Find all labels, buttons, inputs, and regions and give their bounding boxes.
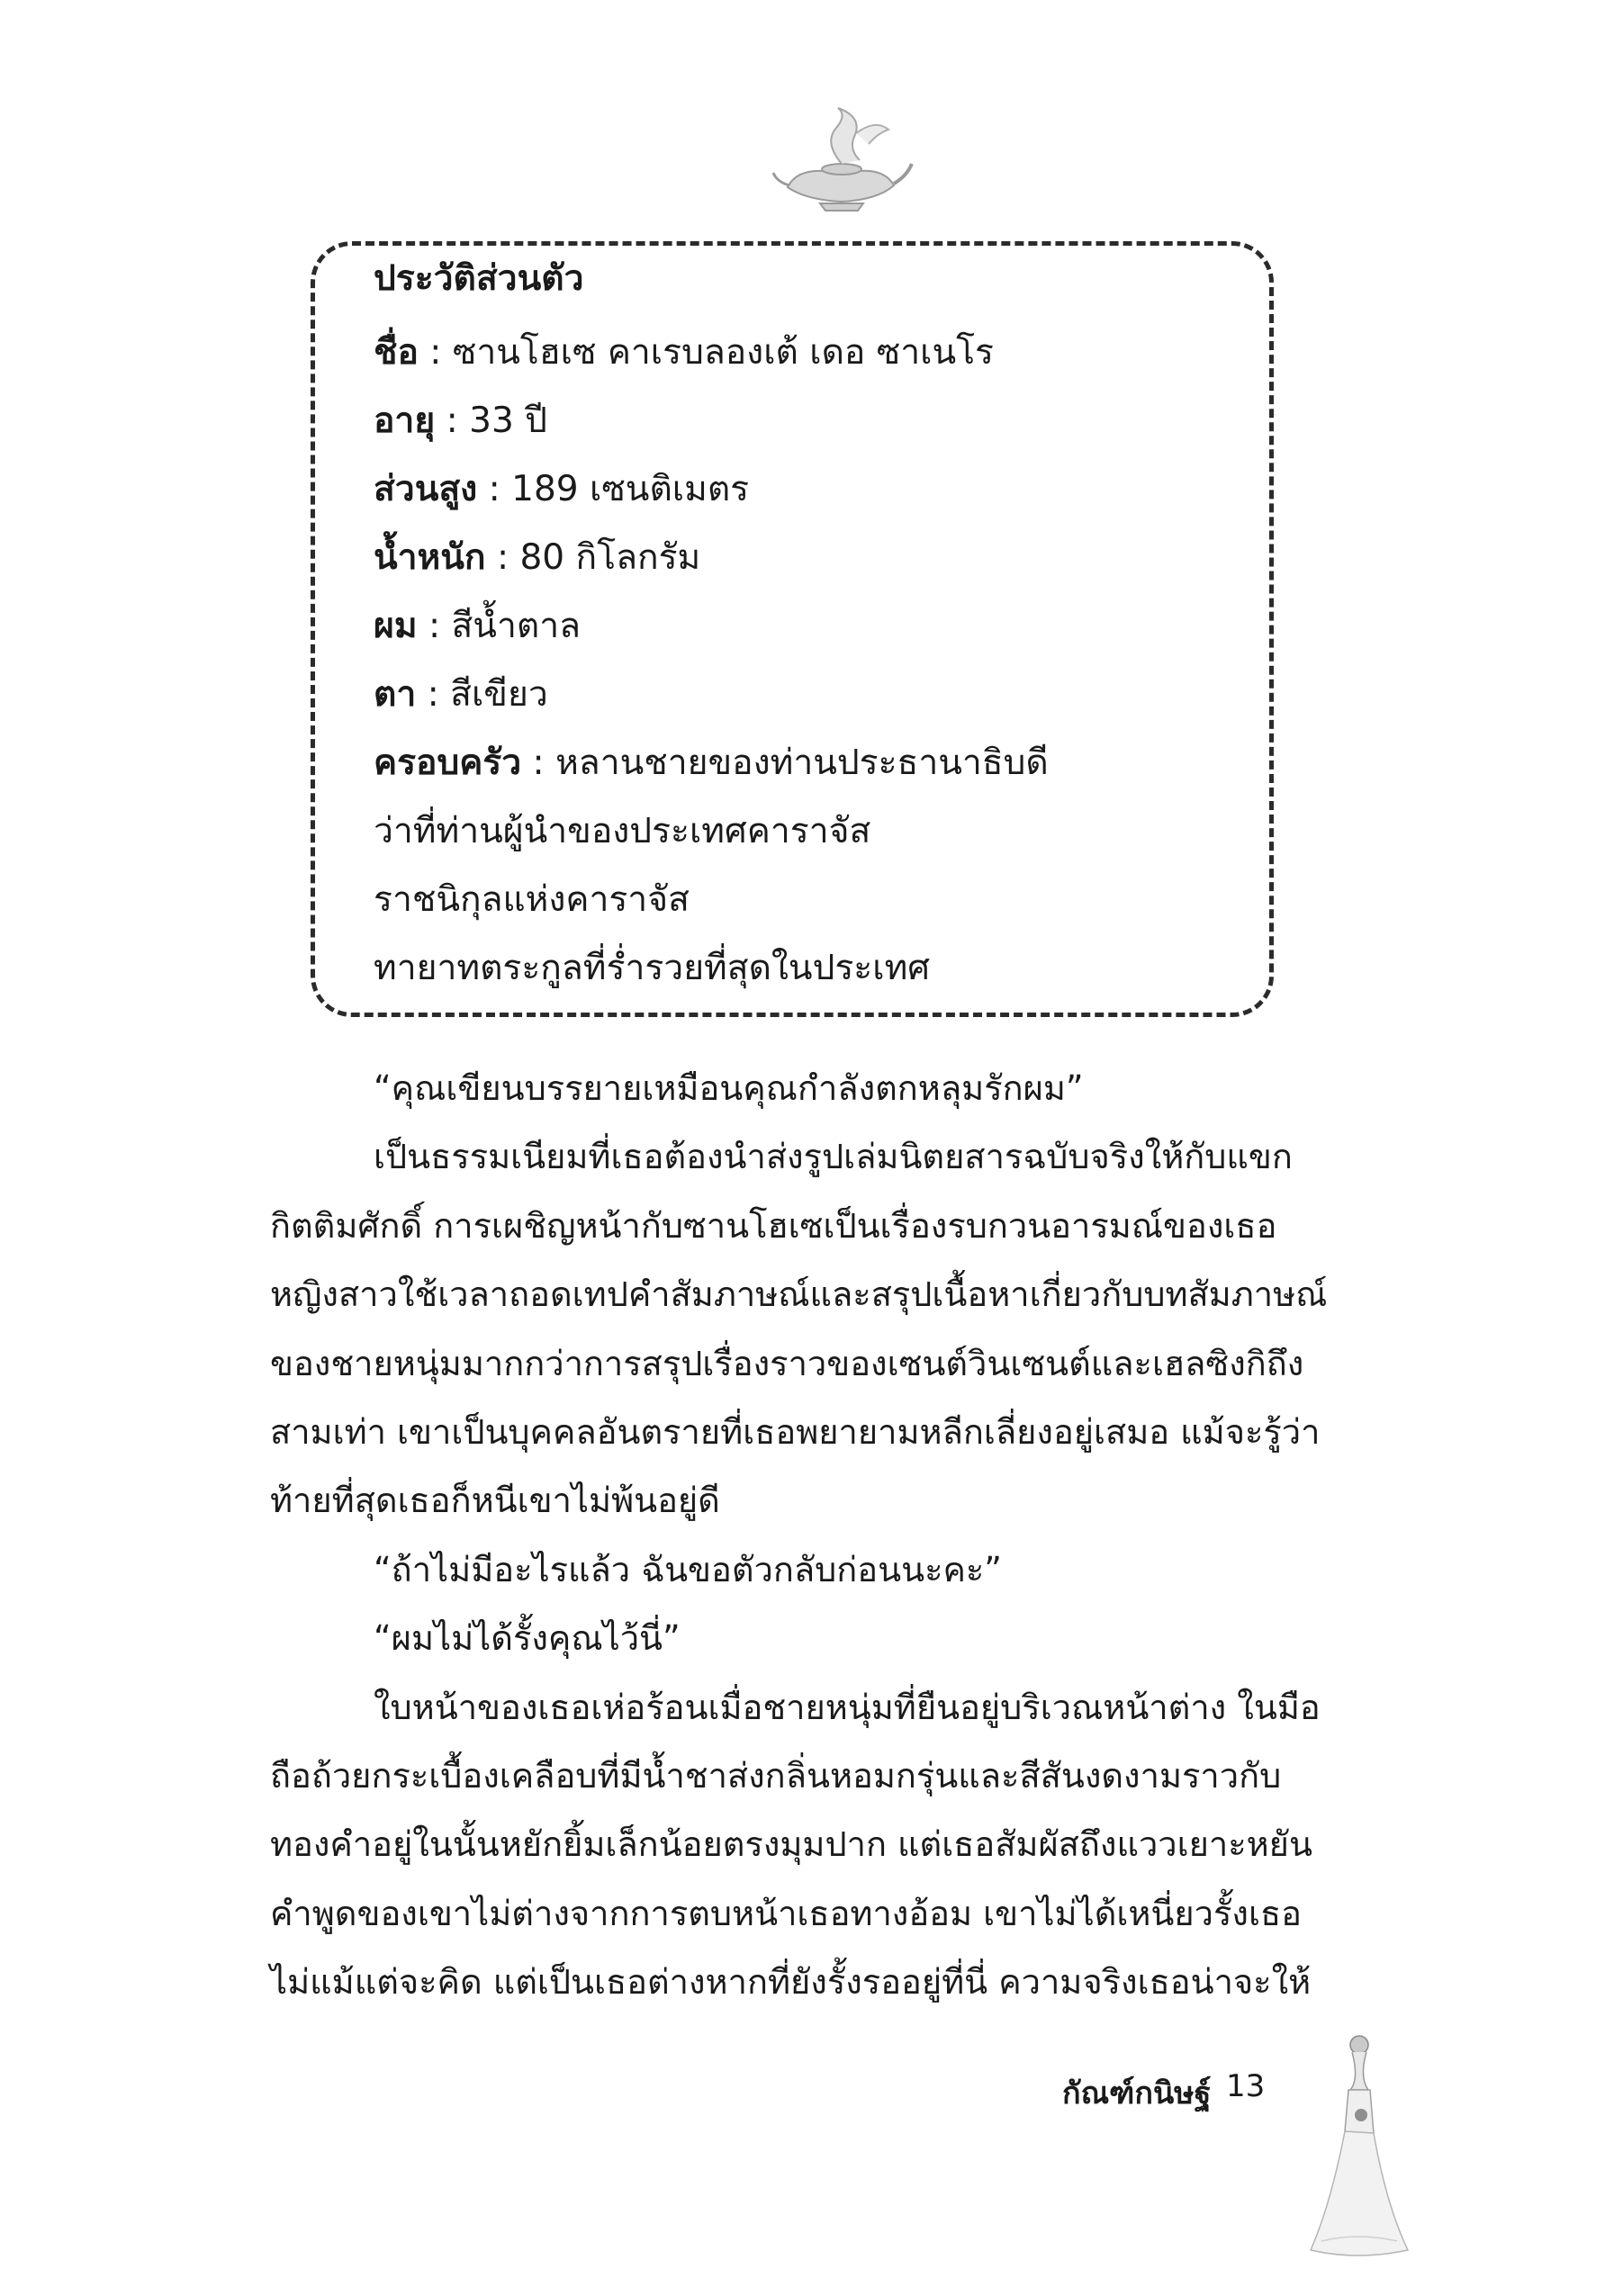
paragraph-line: ถือถ้วยกระเบื้องเคลือบที่มีน้ำชาส่งกลิ่นหอมกรุ่นและสีสันงดงามราวกับ [270,1755,1282,1796]
field-value: ซานโฮเซ คาเรบลองเต้ เดอ ซาเนโร [452,332,994,373]
field-value: 80 กิโลกรัม [519,537,701,578]
paragraph-line: ไม่แม้แต่จะคิด แต่เป็นเธอต่างหากที่ยังรั้งรออยู่ที่นี่ ความจริงเธอน่าจะให้ [270,1962,1312,2003]
field-label: ผม [374,606,418,646]
field-value: 189 เซนติเมตร [511,469,750,509]
field-label: ชื่อ [374,332,419,373]
field-separator: : [417,606,452,646]
field-label: ส่วนสูง [374,469,478,509]
paragraph-line: ท้ายที่สุดเธอก็หนีเขาไม่พ้นอยู่ดี [270,1481,720,1521]
field-separator: : [477,469,512,509]
field-separator: : [521,743,556,783]
paragraph-line: “ถ้าไม่มีอะไรแล้ว ฉันขอตัวกลับก่อนนะคะ” [374,1549,1002,1589]
paragraph-line: กิตติมศักดิ์ การเผชิญหน้ากับซานโฮเซเป็นเรื่องรบกวนอารมณ์ของเธอ [270,1205,1277,1246]
field-label: ตา [374,674,417,715]
profile-field-eyes [374,674,1238,745]
field-label: อายุ [374,401,436,441]
paragraph-line: ทองคำอยู่ในนั้นหยักยิ้มเล็กน้อยตรงมุมปาก แต่เธอสัมผัสถึงแววเยาะหยัน [270,1824,1312,1865]
paragraph-line: “ผมไม่ได้รั้งคุณไว้นี่” [374,1618,681,1659]
field-separator: : [416,674,451,715]
profile-extra-line: ราชนิกุลแห่งคาราจัส [374,879,690,920]
paragraph-line: สามเท่า เขาเป็นบุคคลอันตรายที่เธอพยายามหลีกเลี่ยงอยู่เสมอ แม้จะรู้ว่า [270,1411,1321,1452]
page-number: 13 [1226,2068,1266,2104]
field-value: สีเขียว [450,674,548,715]
field-label: น้ำหนัก [374,537,486,578]
paragraph-line: ใบหน้าของเธอเห่อร้อนเมื่อชายหนุ่มที่ยืนอยู่บริเวณหน้าต่าง ในมือ [374,1687,1321,1727]
profile-extra-line: ว่าที่ท่านผู้นำของประเทศคาราจัส [374,811,871,851]
profile-field-age [374,403,1238,472]
field-separator: : [435,401,470,441]
profile-field-height [374,469,1238,540]
field-label: ครอบครัว [374,743,522,783]
field-separator: : [418,332,453,373]
genie-lamp-icon [770,106,914,212]
field-value: หลานชายของท่านประธานาธิบดี [555,743,1049,783]
paragraph-line: คำพูดของเขาไม่ต่างจากการตบหน้าเธอทางอ้อม เขาไม่ได้เหนี่ยวรั้งเธอ [270,1893,1302,1933]
field-value: สีน้ำตาล [451,606,581,646]
profile-extra-line: ทายาทตระกูลที่ร่ำรวยที่สุดในประเทศ [374,948,931,988]
profile-heading: ประวัติส่วนตัว [374,258,584,299]
paragraph-line: ของชายหนุ่มมากกว่าการสรุปเรื่องราวของเซนต์วินเซนต์และเฮลซิงกิถึง [270,1343,1304,1383]
field-separator: : [485,537,520,578]
profile-field-weight [374,537,1238,608]
bride-illustration-icon [1303,2025,1411,2259]
paragraph-line: เป็นธรรมเนียมที่เธอต้องนำส่งรูปเล่มนิตยสารฉบับจริงให้กับแขก [374,1137,1293,1177]
profile-field-family [374,745,1238,814]
footer-author: กัณฑ์กนิษฐ์ [1062,2075,1212,2111]
paragraph-line: หญิงสาวใช้เวลาถอดเทปคำสัมภาษณ์และสรุปเนื้อหาเกี่ยวกับบทสัมภาษณ์ [270,1274,1328,1315]
body-text [270,1068,1400,2033]
profile-section [374,258,1238,1019]
profile-field-name [374,332,1238,403]
field-value: 33 ปี [469,401,547,441]
paragraph-line: “คุณเขียนบรรยายเหมือนคุณกำลังตกหลุมรักผม” [374,1068,1084,1108]
profile-field-hair [374,608,1238,677]
